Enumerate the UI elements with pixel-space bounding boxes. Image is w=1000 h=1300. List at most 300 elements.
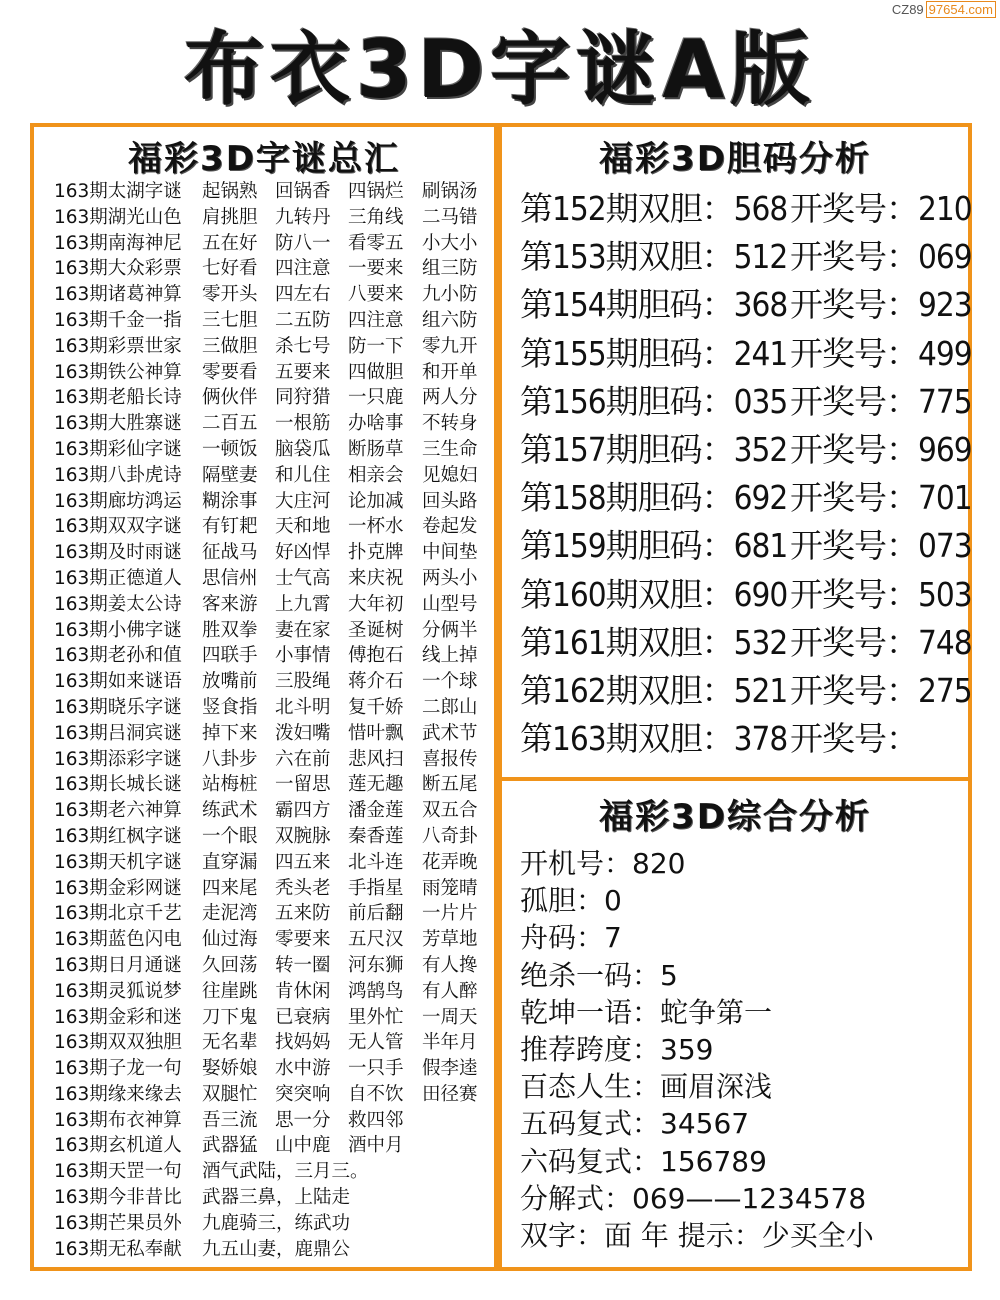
riddle-phrase: 天和地 xyxy=(275,516,331,538)
riddle-phrase: 雨笼晴 xyxy=(422,877,478,899)
riddle-phrase: 手指星 xyxy=(348,877,404,899)
riddle-phrase: 防一下 xyxy=(348,335,404,357)
riddle-source: 163期天机字谜 xyxy=(54,851,182,873)
riddle-phrase: 零要看 xyxy=(202,361,258,383)
riddle-phrase: 思信州 xyxy=(202,567,258,589)
riddle-phrase xyxy=(422,1108,492,1134)
riddle-summary-panel xyxy=(30,123,498,1271)
riddle-source: 163期双双独胆 xyxy=(54,1032,182,1054)
riddle-source: 163期大胜寨谜 xyxy=(54,413,182,435)
riddle-phrase: 妻在家 xyxy=(275,619,331,641)
dan-history-row xyxy=(520,281,970,329)
riddle-phrase: 竖食指 xyxy=(202,696,258,718)
riddle-phrase: 士气高 xyxy=(275,567,331,589)
riddle-verse: 九鹿骑三，练武功 xyxy=(202,1212,351,1234)
riddle-phrase: 分俩半 xyxy=(422,619,478,641)
riddle-row xyxy=(54,953,494,979)
riddle-phrase: 卷起发 xyxy=(422,516,478,538)
riddle-phrase: 五在好 xyxy=(202,232,258,254)
riddle-source: 163期金彩网谜 xyxy=(54,877,182,899)
riddle-phrase: 两人分 xyxy=(422,387,478,409)
page-title: 布衣3D字谜A版 xyxy=(184,23,816,116)
riddle-row xyxy=(54,927,494,953)
riddle-row xyxy=(54,695,494,721)
riddle-phrase: 武器猛 xyxy=(202,1135,258,1157)
draw-result: 开奖号：503 xyxy=(790,574,972,614)
riddle-phrase: 一片片 xyxy=(422,903,478,925)
riddle-phrase: 三生命 xyxy=(422,438,478,460)
riddle-row xyxy=(54,669,494,695)
riddle-phrase: 一要来 xyxy=(348,258,404,280)
riddle-phrase: 两头小 xyxy=(422,567,478,589)
riddle-phrase: 一只手 xyxy=(348,1058,404,1080)
riddle-row xyxy=(54,1082,494,1108)
draw-result: 开奖号：499 xyxy=(790,333,972,373)
riddle-phrase: 惜叶飘 xyxy=(348,722,404,744)
riddle-phrase: 站梅桩 xyxy=(202,774,258,796)
riddle-phrase: 一杯水 xyxy=(348,516,404,538)
riddle-phrase: 四锅烂 xyxy=(348,181,404,202)
riddle-row xyxy=(54,514,494,540)
draw-result: 开奖号：701 xyxy=(790,478,972,518)
riddle-row xyxy=(54,463,494,489)
riddle-phrase: 大年初 xyxy=(348,593,404,615)
riddle-phrase: 三七胆 xyxy=(202,309,258,331)
dan-pick: 第152期双胆：568 xyxy=(520,189,788,228)
riddle-phrase: 田径赛 xyxy=(422,1083,478,1105)
riddle-phrase: 秦香莲 xyxy=(348,825,404,847)
riddle-phrase: 线上掉 xyxy=(422,645,478,667)
riddle-phrase: 芳草地 xyxy=(422,929,478,951)
riddle-source: 163期及时雨谜 xyxy=(54,542,182,564)
riddle-verse: 酒气武陆，三月三。 xyxy=(202,1161,369,1183)
dan-pick: 第163期双胆：378 xyxy=(520,719,788,759)
riddle-row xyxy=(54,1211,494,1237)
riddle-source: 163期老六神算 xyxy=(54,800,182,822)
riddle-phrase: 俩伙伴 xyxy=(202,387,258,409)
riddle-source: 163期长城长谜 xyxy=(54,774,182,796)
riddle-source: 163期芒果员外 xyxy=(54,1212,182,1234)
riddle-phrase: 无名辈 xyxy=(202,1032,258,1054)
combo-analysis-list xyxy=(520,845,970,1254)
riddle-phrase: 断五尾 xyxy=(422,774,478,796)
riddle-verse: 九五山妻，鹿鼎公 xyxy=(202,1238,351,1260)
riddle-phrase: 二马错 xyxy=(422,206,478,228)
riddle-row xyxy=(54,721,494,747)
riddle-phrase: 四联手 xyxy=(202,645,258,667)
riddle-source: 163期南海神尼 xyxy=(54,232,182,254)
dan-pick: 第155期胆码：241 xyxy=(520,333,788,373)
riddle-phrase: 娶娇娘 xyxy=(202,1058,258,1080)
riddle-phrase: 扑克牌 xyxy=(348,542,404,564)
riddle-row xyxy=(54,411,494,437)
riddle-phrase: 见媳妇 xyxy=(422,464,478,486)
riddle-phrase: 刷锅汤 xyxy=(422,181,478,202)
dan-history-row xyxy=(520,185,970,233)
riddle-phrase: 征战马 xyxy=(202,542,258,564)
riddle-source: 163期子龙一句 xyxy=(54,1058,182,1080)
riddle-source: 163期诸葛神算 xyxy=(54,284,182,306)
riddle-phrase: 一个眼 xyxy=(202,825,258,847)
riddle-phrase: 肩挑胆 xyxy=(202,206,258,228)
riddle-row xyxy=(54,1159,494,1185)
combo-item: 推荐跨度：359 xyxy=(520,1032,714,1066)
combo-item: 孤胆：0 xyxy=(520,884,622,918)
riddle-phrase: 三做胆 xyxy=(202,335,258,357)
riddle-source: 163期小佛字谜 xyxy=(54,619,182,641)
dan-history-row xyxy=(520,233,970,281)
riddle-phrase: 二百五 xyxy=(202,413,258,435)
riddle-row xyxy=(54,643,494,669)
riddle-phrase: 组六防 xyxy=(422,309,478,331)
riddle-row xyxy=(54,489,494,515)
riddle-source: 163期北京千艺 xyxy=(54,903,182,925)
riddle-phrase: 七好看 xyxy=(202,258,258,280)
riddle-summary-title: 福彩3D字谜总汇 xyxy=(128,139,400,179)
riddle-phrase: 二五防 xyxy=(275,309,331,331)
dan-history-row xyxy=(520,571,970,619)
draw-result: 开奖号：069 xyxy=(790,237,972,277)
riddle-source: 163期湖光山色 xyxy=(54,206,182,228)
dan-pick: 第153期双胆：512 xyxy=(520,237,788,277)
draw-result: 开奖号：275 xyxy=(790,670,972,710)
riddle-source: 163期铁公神算 xyxy=(54,361,182,383)
riddle-phrase: 鸿鹄鸟 xyxy=(348,980,404,1002)
riddle-phrase: 刀下鬼 xyxy=(202,1006,258,1028)
riddle-phrase: 一留思 xyxy=(275,774,331,796)
riddle-phrase: 杀七号 xyxy=(275,335,331,357)
watermark-prefix: CZ89 xyxy=(891,2,924,17)
riddle-phrase: 往崖跳 xyxy=(202,980,258,1002)
riddle-source: 163期无私奉献 xyxy=(54,1238,182,1260)
dan-pick: 第160期双胆：690 xyxy=(520,574,788,614)
combo-item: 双字：面 年 提示：少买全小 xyxy=(520,1218,874,1252)
riddle-row xyxy=(54,205,494,231)
riddle-phrase: 一只鹿 xyxy=(348,387,404,409)
riddle-phrase: 悲风扫 xyxy=(348,748,404,770)
riddle-phrase: 八要来 xyxy=(348,284,404,306)
riddle-row xyxy=(54,1185,494,1211)
draw-result: 开奖号： xyxy=(790,719,918,759)
riddle-phrase: 零要来 xyxy=(275,929,331,951)
riddle-row xyxy=(54,592,494,618)
dan-history-row xyxy=(520,474,970,522)
riddle-phrase: 放嘴前 xyxy=(202,671,258,693)
draw-result: 开奖号：073 xyxy=(790,526,972,566)
riddle-phrase: 和开单 xyxy=(422,361,478,383)
riddle-source: 163期正德道人 xyxy=(54,567,182,589)
riddle-phrase: 隔壁妻 xyxy=(202,464,258,486)
riddle-source: 163期灵狐说梦 xyxy=(54,980,182,1002)
riddle-phrase: 四左右 xyxy=(275,284,331,306)
riddle-row xyxy=(54,876,494,902)
riddle-phrase: 霸四方 xyxy=(275,800,331,822)
riddle-phrase: 六在前 xyxy=(275,748,331,770)
dan-pick: 第162期双胆：521 xyxy=(520,670,788,710)
riddle-phrase: 傅抱石 xyxy=(348,645,404,667)
riddle-row xyxy=(54,360,494,386)
dan-pick: 第154期胆码：368 xyxy=(520,285,788,325)
riddle-phrase: 好凶悍 xyxy=(275,542,331,564)
riddle-phrase: 胜双拳 xyxy=(202,619,258,641)
riddle-phrase xyxy=(422,1133,492,1159)
riddle-phrase: 看零五 xyxy=(348,232,404,254)
riddle-phrase: 武术节 xyxy=(422,722,478,744)
riddle-phrase: 双腕脉 xyxy=(275,825,331,847)
riddle-phrase: 练武术 xyxy=(202,800,258,822)
riddle-source: 163期姜太公诗 xyxy=(54,593,182,615)
riddle-phrase: 吾三流 xyxy=(202,1109,258,1131)
riddle-row xyxy=(54,256,494,282)
dan-pick: 第156期胆码：035 xyxy=(520,381,788,421)
riddle-phrase: 上九霄 xyxy=(275,593,331,615)
riddle-phrase: 救四邻 xyxy=(348,1109,404,1131)
riddle-verse: 武器三鼻，上陆走 xyxy=(202,1187,351,1209)
riddle-phrase: 北斗明 xyxy=(275,696,331,718)
riddle-phrase: 起锅熟 xyxy=(202,181,258,202)
riddle-row xyxy=(54,334,494,360)
riddle-phrase: 喜报传 xyxy=(422,748,478,770)
riddle-source: 163期老船长诗 xyxy=(54,387,182,409)
riddle-phrase: 零九开 xyxy=(422,335,478,357)
riddle-phrase: 双腿忙 xyxy=(202,1083,258,1105)
riddle-phrase: 五要来 xyxy=(275,361,331,383)
riddle-phrase: 复千娇 xyxy=(348,696,404,718)
riddle-phrase: 思一分 xyxy=(275,1109,331,1131)
riddle-phrase: 双五合 xyxy=(422,800,478,822)
riddle-phrase: 四来尾 xyxy=(202,877,258,899)
riddle-row xyxy=(54,1237,494,1263)
riddle-source: 163期晓乐字谜 xyxy=(54,696,182,718)
riddle-source: 163期八卦虎诗 xyxy=(54,464,182,486)
riddle-phrase: 潘金莲 xyxy=(348,800,404,822)
dan-pick: 第158期胆码：692 xyxy=(520,478,788,518)
combo-item: 五码复式：34567 xyxy=(520,1107,750,1141)
riddle-phrase: 断肠草 xyxy=(348,438,404,460)
riddle-phrase: 三股绳 xyxy=(275,671,331,693)
riddle-phrase: 中间垫 xyxy=(422,542,478,564)
riddle-phrase: 转一圈 xyxy=(275,954,331,976)
riddle-row xyxy=(54,566,494,592)
riddle-phrase: 九转丹 xyxy=(275,206,331,228)
riddle-phrase: 已衰病 xyxy=(275,1006,331,1028)
riddle-phrase: 回锅香 xyxy=(275,181,331,202)
riddle-phrase: 走泥湾 xyxy=(202,903,258,925)
dan-history-row xyxy=(520,619,970,667)
riddle-phrase: 八卦步 xyxy=(202,748,258,770)
riddle-phrase: 大庄河 xyxy=(275,490,331,512)
combo-item: 分解式：069——1234578 xyxy=(520,1181,867,1215)
riddle-phrase: 零开头 xyxy=(202,284,258,306)
riddle-row xyxy=(54,824,494,850)
dan-pick: 第157期胆码：352 xyxy=(520,429,788,469)
dan-history-list xyxy=(520,185,970,763)
riddle-phrase: 四五来 xyxy=(275,851,331,873)
riddle-source: 163期彩仙字谜 xyxy=(54,438,182,460)
riddle-phrase: 半年月 xyxy=(422,1032,478,1054)
riddle-row xyxy=(54,385,494,411)
panel-divider xyxy=(502,777,968,781)
riddle-source: 163期添彩字谜 xyxy=(54,748,182,770)
riddle-phrase: 四做胆 xyxy=(348,361,404,383)
riddle-phrase: 掉下来 xyxy=(202,722,258,744)
riddle-phrase: 直穿漏 xyxy=(202,851,258,873)
combo-item: 开机号：820 xyxy=(520,847,686,880)
riddle-phrase: 山型号 xyxy=(422,593,478,615)
dan-history-row xyxy=(520,715,970,763)
riddle-phrase: 一周天 xyxy=(422,1006,478,1028)
riddle-row xyxy=(54,901,494,927)
riddle-phrase: 脑袋瓜 xyxy=(275,438,331,460)
riddle-phrase: 找妈妈 xyxy=(275,1032,331,1054)
riddle-source: 163期大众彩票 xyxy=(54,258,182,280)
dan-pick: 第161期双胆：532 xyxy=(520,622,788,662)
riddle-source: 163期老孙和值 xyxy=(54,645,182,667)
combo-item: 舟码：7 xyxy=(520,921,622,955)
combo-analysis-title: 福彩3D综合分析 xyxy=(599,797,871,837)
draw-result: 开奖号：210 xyxy=(790,189,972,228)
riddle-phrase: 蒋介石 xyxy=(348,671,404,693)
riddle-row xyxy=(54,282,494,308)
riddle-phrase: 四注意 xyxy=(275,258,331,280)
riddle-phrase: 三角线 xyxy=(348,206,404,228)
riddle-phrase: 河东狮 xyxy=(348,954,404,976)
combo-item: 百态人生：画眉深浅 xyxy=(520,1070,773,1104)
riddle-row xyxy=(54,850,494,876)
combo-item: 绝杀一码：5 xyxy=(520,958,678,992)
riddle-phrase: 泼妇嘴 xyxy=(275,722,331,744)
draw-result: 开奖号：969 xyxy=(790,429,972,469)
riddle-row xyxy=(54,231,494,257)
riddle-phrase: 北斗连 xyxy=(348,851,404,873)
riddle-source: 163期千金一指 xyxy=(54,309,182,331)
riddle-phrase: 五尺汉 xyxy=(348,929,404,951)
riddle-source: 163期蓝色闪电 xyxy=(54,929,182,951)
riddle-phrase: 假李逵 xyxy=(422,1058,478,1080)
riddle-source: 163期缘来缘去 xyxy=(54,1083,182,1105)
riddle-phrase: 突突响 xyxy=(275,1083,331,1105)
riddle-phrase: 一根筋 xyxy=(275,413,331,435)
riddle-phrase: 自不饮 xyxy=(348,1083,404,1105)
riddle-phrase: 里外忙 xyxy=(348,1006,404,1028)
combo-item: 乾坤一语：蛇争第一 xyxy=(520,995,773,1029)
riddle-phrase: 小事情 xyxy=(275,645,331,667)
dan-pick: 第159期胆码：681 xyxy=(520,526,788,566)
riddle-phrase: 有钉耙 xyxy=(202,516,258,538)
riddle-phrase: 办啥事 xyxy=(348,413,404,435)
riddle-row xyxy=(54,1005,494,1031)
dan-history-row xyxy=(520,330,970,378)
riddle-phrase: 和儿住 xyxy=(275,464,331,486)
riddle-phrase: 秃头老 xyxy=(275,877,331,899)
riddle-phrase: 来庆祝 xyxy=(348,567,404,589)
riddle-row xyxy=(54,437,494,463)
riddle-source: 163期廊坊鸿运 xyxy=(54,490,182,512)
riddle-row xyxy=(54,540,494,566)
riddle-phrase: 花弄晚 xyxy=(422,851,478,873)
dan-analysis-title: 福彩3D胆码分析 xyxy=(599,139,871,179)
dan-history-row xyxy=(520,522,970,570)
riddle-phrase: 八奇卦 xyxy=(422,825,478,847)
riddle-phrase: 肯休闲 xyxy=(275,980,331,1002)
riddle-phrase: 同狩猎 xyxy=(275,387,331,409)
riddle-phrase: 一顿饭 xyxy=(202,438,258,460)
riddle-phrase: 客来游 xyxy=(202,593,258,615)
draw-result: 开奖号：775 xyxy=(790,381,972,421)
riddle-phrase: 水中游 xyxy=(275,1058,331,1080)
riddle-phrase: 久回荡 xyxy=(202,954,258,976)
riddle-row xyxy=(54,1133,494,1159)
riddle-phrase: 圣诞树 xyxy=(348,619,404,641)
riddle-phrase: 无人管 xyxy=(348,1032,404,1054)
riddle-phrase: 莲无趣 xyxy=(348,774,404,796)
riddle-phrase: 有人搀 xyxy=(422,954,478,976)
riddle-phrase: 论加减 xyxy=(348,490,404,512)
watermark xyxy=(892,2,996,17)
riddle-source: 163期金彩和迷 xyxy=(54,1006,182,1028)
riddle-source: 163期红枫字谜 xyxy=(54,825,182,847)
riddle-source: 163期吕洞宾谜 xyxy=(54,722,182,744)
riddle-phrase: 糊涂事 xyxy=(202,490,258,512)
riddle-phrase: 山中鹿 xyxy=(275,1135,331,1157)
riddle-phrase: 仙过海 xyxy=(202,929,258,951)
riddle-phrase: 前后翻 xyxy=(348,903,404,925)
riddle-phrase: 相亲会 xyxy=(348,464,404,486)
riddle-phrase: 二郎山 xyxy=(422,696,478,718)
dan-history-row xyxy=(520,378,970,426)
riddle-phrase: 防八一 xyxy=(275,232,331,254)
analysis-panel xyxy=(498,123,972,1271)
riddle-phrase: 不转身 xyxy=(422,413,478,435)
riddle-source: 163期布衣神算 xyxy=(54,1109,182,1131)
draw-result: 开奖号：923 xyxy=(790,285,972,325)
riddle-row xyxy=(54,772,494,798)
riddle-phrase: 小大小 xyxy=(422,232,478,254)
riddle-row xyxy=(54,308,494,334)
riddle-row xyxy=(54,1056,494,1082)
watermark-site: 97654.com xyxy=(926,1,996,18)
riddle-row xyxy=(54,747,494,773)
combo-item: 六码复式：156789 xyxy=(520,1144,767,1178)
riddle-row xyxy=(54,979,494,1005)
riddle-phrase: 四注意 xyxy=(348,309,404,331)
dan-history-row xyxy=(520,667,970,715)
riddle-source: 163期玄机道人 xyxy=(54,1135,182,1157)
riddle-source: 163期彩票世家 xyxy=(54,335,182,357)
riddle-row xyxy=(54,798,494,824)
riddle-row xyxy=(54,179,494,205)
riddle-row xyxy=(54,1030,494,1056)
riddle-source: 163期日月通谜 xyxy=(54,954,182,976)
riddle-row xyxy=(54,618,494,644)
riddle-source: 163期太湖字谜 xyxy=(54,181,182,202)
riddle-source: 163期今非昔比 xyxy=(54,1187,182,1209)
riddle-phrase: 一个球 xyxy=(422,671,478,693)
riddle-phrase: 有人醉 xyxy=(422,980,478,1002)
riddle-list xyxy=(54,179,494,1262)
dan-history-row xyxy=(520,426,970,474)
draw-result: 开奖号：748 xyxy=(790,622,972,662)
riddle-source: 163期天罡一句 xyxy=(54,1161,182,1183)
riddle-phrase: 回头路 xyxy=(422,490,478,512)
riddle-phrase: 九小防 xyxy=(422,284,478,306)
riddle-phrase: 五来防 xyxy=(275,903,331,925)
riddle-phrase: 组三防 xyxy=(422,258,478,280)
riddle-phrase: 酒中月 xyxy=(348,1135,404,1157)
riddle-source: 163期双双字谜 xyxy=(54,516,182,538)
riddle-source: 163期如来谜语 xyxy=(54,671,182,693)
riddle-row xyxy=(54,1108,494,1134)
